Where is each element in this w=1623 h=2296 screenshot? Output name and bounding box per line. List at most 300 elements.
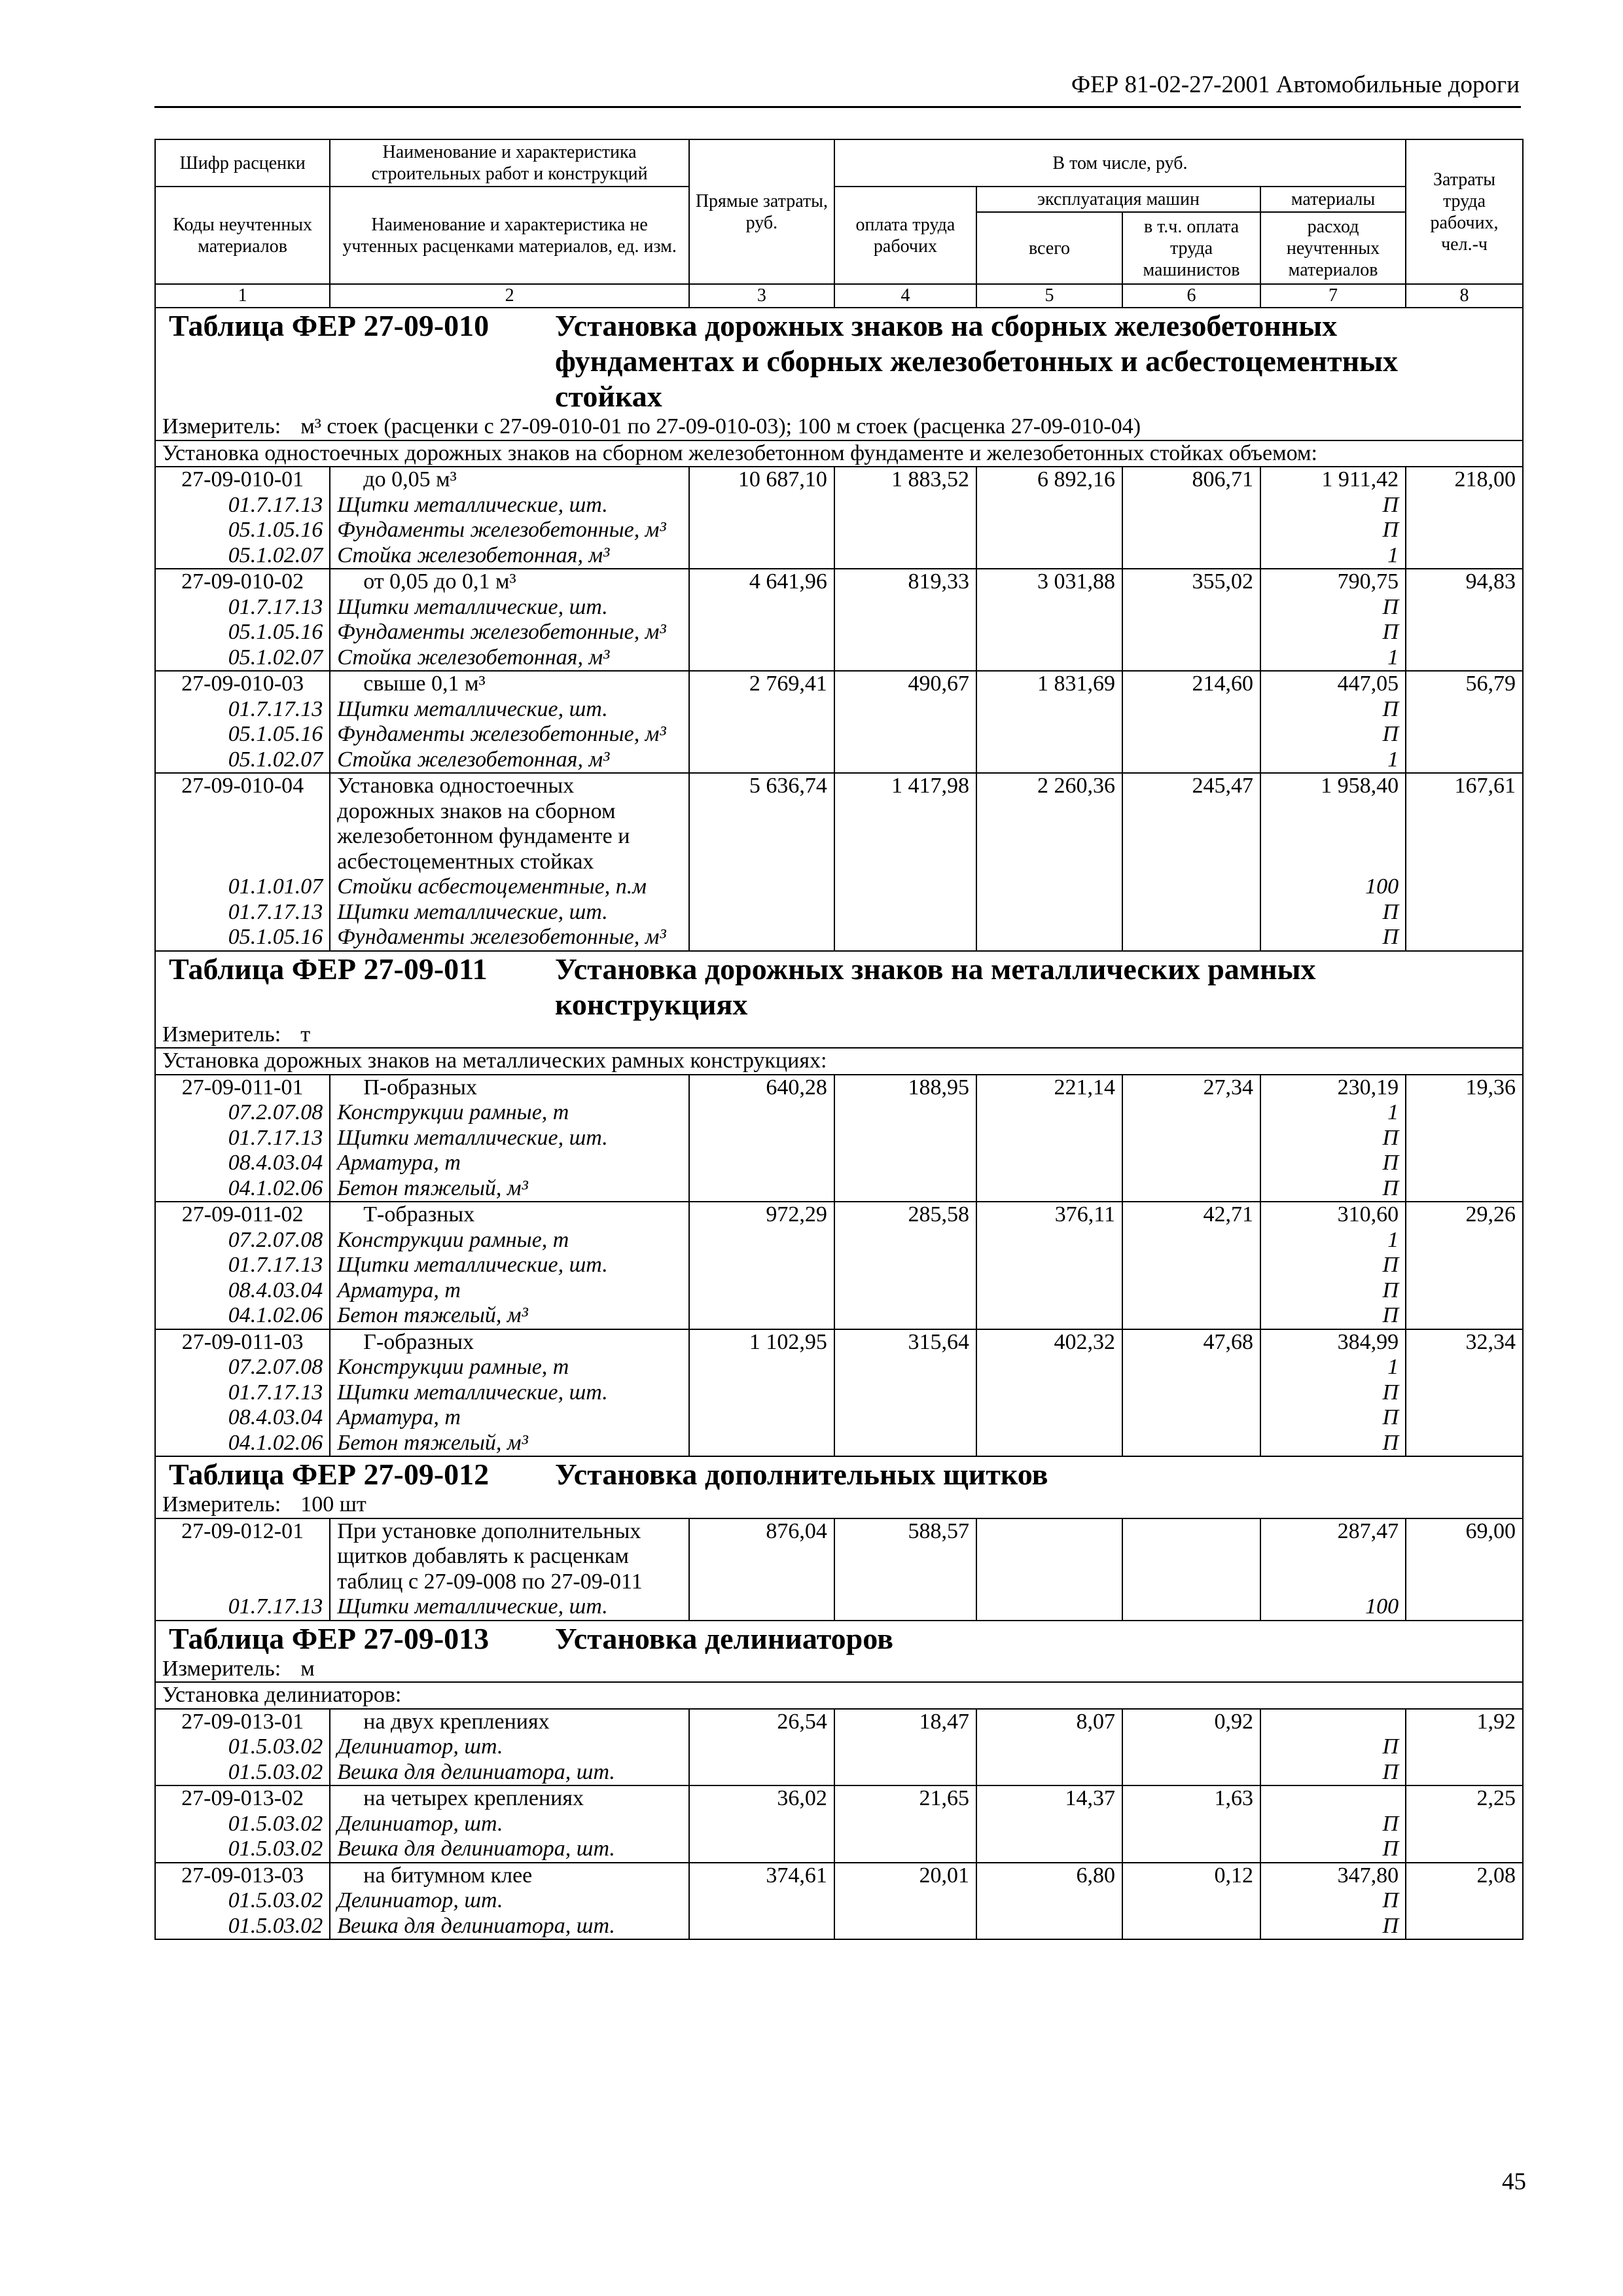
rate-code: 27-09-013-03 (155, 1863, 330, 1889)
rate-row (155, 1202, 1523, 1228)
material-qty: П (1260, 1888, 1406, 1914)
material-code: 05.1.02.07 (155, 747, 330, 774)
value-mat: 790,75 (1260, 569, 1406, 595)
col-direct-header: Прямые затраты, руб. (689, 139, 834, 284)
empty-cell (1122, 1888, 1260, 1914)
rate-row (155, 1329, 1523, 1355)
measure-row (155, 1657, 1523, 1683)
material-name: Вешка для делиниатора, шт. (330, 1914, 689, 1940)
empty-cell (1406, 925, 1523, 951)
rate-code: 27-09-010-02 (155, 569, 330, 595)
value-labor: 29,26 (1406, 1202, 1523, 1228)
table-title (162, 1457, 1516, 1492)
value-mat: 1 911,42 (1260, 467, 1406, 493)
empty-cell (1122, 1303, 1260, 1329)
empty-cell (1122, 1380, 1260, 1406)
empty-cell (976, 1405, 1122, 1431)
value-mach-wage: 355,02 (1122, 569, 1260, 595)
rate-name: Т-образных (330, 1202, 689, 1228)
value-wage: 1 883,52 (834, 467, 976, 493)
empty-cell (834, 874, 976, 900)
empty-cell (1406, 1126, 1523, 1151)
material-code: 01.7.17.13 (155, 493, 330, 518)
material-name: Бетон тяжелый, м³ (330, 1303, 689, 1329)
empty-cell (1122, 925, 1260, 951)
empty-cell (1406, 1431, 1523, 1457)
col-number: 1 (155, 284, 330, 308)
material-qty: П (1260, 1176, 1406, 1202)
empty-cell (834, 1594, 976, 1621)
value-wage: 285,58 (834, 1202, 976, 1228)
empty-cell (976, 1431, 1122, 1457)
value-direct: 876,04 (689, 1518, 834, 1595)
material-name: Стойка железобетонная, м³ (330, 645, 689, 672)
empty-cell (689, 1228, 834, 1253)
value-mach: 376,11 (976, 1202, 1122, 1228)
empty-cell (834, 543, 976, 569)
empty-cell (834, 1303, 976, 1329)
empty-cell (976, 925, 1122, 951)
table-name: Установка дорожных знаков на металлических рамных конструкциях (555, 952, 1316, 1021)
empty-cell (976, 1594, 1122, 1621)
material-row (155, 1303, 1523, 1329)
empty-cell (689, 1405, 834, 1431)
material-name: Щитки металлические, шт. (330, 697, 689, 723)
empty-cell (834, 1100, 976, 1126)
material-row (155, 722, 1523, 747)
value-wage: 21,65 (834, 1785, 976, 1812)
empty-cell (834, 1734, 976, 1760)
rate-name-line: асбестоцементных стойках (337, 849, 594, 874)
material-row (155, 1760, 1523, 1786)
material-qty: П (1260, 1405, 1406, 1431)
empty-cell (976, 874, 1122, 900)
material-qty: П (1260, 722, 1406, 747)
value-direct: 1 102,95 (689, 1329, 834, 1355)
value-wage: 18,47 (834, 1709, 976, 1735)
material-code: 01.7.17.13 (155, 697, 330, 723)
material-qty: 1 (1260, 1355, 1406, 1380)
material-row (155, 620, 1523, 645)
empty-cell (689, 1594, 834, 1621)
material-qty: П (1260, 595, 1406, 620)
value-mach-wage: 1,63 (1122, 1785, 1260, 1812)
measure-cell (155, 414, 1523, 440)
empty-cell (976, 1914, 1122, 1940)
material-row (155, 900, 1523, 925)
material-code: 05.1.05.16 (155, 925, 330, 951)
material-name: Щитки металлические, шт. (330, 493, 689, 518)
empty-cell (834, 1837, 976, 1863)
material-code: 07.2.07.08 (155, 1228, 330, 1253)
rate-name: свыше 0,1 м³ (330, 671, 689, 697)
value-mat: 447,05 (1260, 671, 1406, 697)
empty-cell (976, 697, 1122, 723)
material-code: 07.2.07.08 (155, 1355, 330, 1380)
material-code: 05.1.05.16 (155, 518, 330, 543)
empty-cell (1406, 1278, 1523, 1304)
empty-cell (689, 1151, 834, 1176)
empty-cell (976, 543, 1122, 569)
table-id: Таблица ФЕР 27-09-010 (169, 309, 490, 342)
material-name: Фундаменты железобетонные, м³ (330, 620, 689, 645)
material-name: Арматура, т (330, 1405, 689, 1431)
rate-row (155, 1785, 1523, 1812)
value-mach-wage: 806,71 (1122, 467, 1260, 493)
intro-row (155, 440, 1523, 467)
empty-cell (834, 518, 976, 543)
empty-cell (976, 1176, 1122, 1202)
empty-cell (976, 1837, 1122, 1863)
empty-cell (1406, 1380, 1523, 1406)
material-qty: П (1260, 1812, 1406, 1837)
empty-cell (834, 1888, 976, 1914)
material-name: Щитки металлические, шт. (330, 595, 689, 620)
empty-cell (689, 1888, 834, 1914)
material-qty: 1 (1260, 1100, 1406, 1126)
empty-cell (1122, 1405, 1260, 1431)
material-qty: П (1260, 1837, 1406, 1863)
material-row (155, 493, 1523, 518)
material-row (155, 543, 1523, 569)
rate-row (155, 467, 1523, 493)
material-name: Стойка железобетонная, м³ (330, 543, 689, 569)
empty-cell (689, 747, 834, 774)
intro-text: Установка делиниаторов: (155, 1682, 1523, 1709)
table-id: Таблица ФЕР 27-09-011 (169, 952, 488, 986)
empty-cell (689, 1837, 834, 1863)
value-mach: 2 260,36 (976, 773, 1122, 874)
empty-cell (834, 645, 976, 672)
material-row (155, 1176, 1523, 1202)
rate-name-line: дорожных знаков на сборном (337, 798, 616, 823)
material-code: 05.1.02.07 (155, 543, 330, 569)
empty-cell (689, 697, 834, 723)
empty-cell (976, 1888, 1122, 1914)
empty-cell (1406, 1734, 1523, 1760)
empty-cell (689, 1734, 834, 1760)
col-wage-header: оплата труда рабочих (834, 187, 976, 284)
empty-cell (834, 1278, 976, 1304)
empty-cell (689, 1100, 834, 1126)
empty-cell (1406, 1760, 1523, 1786)
rate-code: 27-09-012-01 (155, 1518, 330, 1595)
rate-name: П-образных (330, 1075, 689, 1101)
value-wage: 188,95 (834, 1075, 976, 1101)
empty-cell (1122, 874, 1260, 900)
col-incl-header: В том числе, руб. (834, 139, 1406, 187)
table-title-row (155, 1456, 1523, 1492)
material-row (155, 925, 1523, 951)
empty-cell (1406, 722, 1523, 747)
empty-cell (1122, 1734, 1260, 1760)
material-code: 05.1.02.07 (155, 645, 330, 672)
col-code-header: Шифр расценки (155, 139, 330, 187)
material-code: 08.4.03.04 (155, 1405, 330, 1431)
empty-cell (976, 620, 1122, 645)
material-name: Щитки металлические, шт. (330, 900, 689, 925)
rate-code: 27-09-010-01 (155, 467, 330, 493)
empty-cell (689, 1914, 834, 1940)
table-title-row (155, 951, 1523, 1022)
value-mach-wage: 0,92 (1122, 1709, 1260, 1735)
empty-cell (834, 1126, 976, 1151)
material-name: Делиниатор, шт. (330, 1888, 689, 1914)
rate-name: Г-образных (330, 1329, 689, 1355)
col-number: 6 (1122, 284, 1260, 308)
col-matcode-header: Коды неучтенных материалов (155, 187, 330, 284)
rate-name-line: Установка одностоечных (337, 774, 575, 798)
material-code: 04.1.02.06 (155, 1176, 330, 1202)
measure-value: м (300, 1656, 315, 1681)
value-direct: 36,02 (689, 1785, 834, 1812)
empty-cell (976, 747, 1122, 774)
empty-cell (689, 722, 834, 747)
material-code: 01.1.01.07 (155, 874, 330, 900)
material-name: Конструкции рамные, т (330, 1228, 689, 1253)
empty-cell (976, 1151, 1122, 1176)
col-labor-header: Затраты труда рабочих, чел.-ч (1406, 139, 1523, 284)
material-row (155, 1126, 1523, 1151)
empty-cell (1122, 1126, 1260, 1151)
table-name: Установка делиниаторов (555, 1621, 893, 1655)
empty-cell (1122, 747, 1260, 774)
table-id: Таблица ФЕР 27-09-013 (169, 1621, 490, 1655)
material-row (155, 1914, 1523, 1940)
rate-row (155, 1075, 1523, 1101)
empty-cell (976, 1278, 1122, 1304)
col-matname-header: Наименование и характеристика не учтенных расценками материалов, ед. изм. (330, 187, 689, 284)
empty-cell (834, 747, 976, 774)
material-code: 05.1.05.16 (155, 620, 330, 645)
material-code: 01.5.03.02 (155, 1734, 330, 1760)
material-qty: 1 (1260, 747, 1406, 774)
empty-cell (1122, 722, 1260, 747)
empty-cell (1406, 518, 1523, 543)
empty-cell (689, 1253, 834, 1278)
empty-cell (834, 697, 976, 723)
material-code: 01.7.17.13 (155, 1594, 330, 1621)
rate-code: 27-09-010-04 (155, 773, 330, 874)
material-code: 01.5.03.02 (155, 1760, 330, 1786)
empty-cell (976, 1228, 1122, 1253)
material-row (155, 697, 1523, 723)
value-mach-wage: 27,34 (1122, 1075, 1260, 1101)
empty-cell (976, 722, 1122, 747)
empty-cell (1122, 1228, 1260, 1253)
empty-cell (1122, 1812, 1260, 1837)
material-qty: П (1260, 1380, 1406, 1406)
material-qty: П (1260, 1278, 1406, 1304)
empty-cell (1406, 1303, 1523, 1329)
material-name: Бетон тяжелый, м³ (330, 1176, 689, 1202)
table-body (155, 308, 1523, 1939)
material-qty: П (1260, 518, 1406, 543)
table-name: Установка дорожных знаков на сборных железобетонных фундаментах и сборных железобетонных и асбестоцементных стойках (555, 309, 1399, 413)
empty-cell (834, 1253, 976, 1278)
empty-cell (834, 493, 976, 518)
value-mat: 384,99 (1260, 1329, 1406, 1355)
material-code: 01.7.17.13 (155, 1126, 330, 1151)
measure-label: Измеритель: (162, 414, 281, 439)
intro-text: Установка дорожных знаков на металлических рамных конструкциях: (155, 1048, 1523, 1075)
material-qty: П (1260, 1914, 1406, 1940)
rate-row (155, 1709, 1523, 1735)
empty-cell (976, 1126, 1122, 1151)
measure-value: т (300, 1022, 311, 1047)
rate-row (155, 1518, 1523, 1595)
empty-cell (689, 1176, 834, 1202)
empty-cell (976, 1760, 1122, 1786)
empty-cell (1406, 1151, 1523, 1176)
empty-cell (834, 1431, 976, 1457)
material-name: Делиниатор, шт. (330, 1812, 689, 1837)
value-mat: 287,47 (1260, 1518, 1406, 1595)
material-qty: П (1260, 1151, 1406, 1176)
price-table (154, 139, 1524, 1940)
empty-cell (834, 1228, 976, 1253)
empty-cell (834, 1380, 976, 1406)
measure-row (155, 1022, 1523, 1049)
material-qty: П (1260, 697, 1406, 723)
material-row (155, 1228, 1523, 1253)
material-name: Конструкции рамные, т (330, 1355, 689, 1380)
material-name: Фундаменты железобетонные, м³ (330, 925, 689, 951)
col-number: 8 (1406, 284, 1523, 308)
material-code: 01.7.17.13 (155, 595, 330, 620)
material-qty: 1 (1260, 543, 1406, 569)
empty-cell (976, 645, 1122, 672)
material-row (155, 1380, 1523, 1406)
empty-cell (689, 1303, 834, 1329)
material-qty: П (1260, 900, 1406, 925)
empty-cell (834, 1914, 976, 1940)
material-name: Щитки металлические, шт. (330, 1126, 689, 1151)
value-mach: 3 031,88 (976, 569, 1122, 595)
material-name: Фундаменты железобетонные, м³ (330, 722, 689, 747)
empty-cell (689, 620, 834, 645)
value-labor: 69,00 (1406, 1518, 1523, 1595)
empty-cell (1122, 1914, 1260, 1940)
value-wage: 819,33 (834, 569, 976, 595)
value-mach-wage: 0,12 (1122, 1863, 1260, 1889)
measure-label: Измеритель: (162, 1656, 281, 1681)
value-mach: 8,07 (976, 1709, 1122, 1735)
material-row (155, 518, 1523, 543)
value-mat (1260, 1709, 1406, 1735)
rate-name (330, 1518, 689, 1595)
rate-row (155, 1863, 1523, 1889)
empty-cell (1122, 493, 1260, 518)
col-number: 2 (330, 284, 689, 308)
page-number: 45 (1502, 2168, 1526, 2195)
col-materials-sub-header: расход неучтенных материалов (1260, 212, 1406, 284)
empty-cell (1406, 595, 1523, 620)
material-name: Арматура, т (330, 1278, 689, 1304)
material-name: Вешка для делиниатора, шт. (330, 1837, 689, 1863)
empty-cell (1122, 900, 1260, 925)
material-qty: 1 (1260, 645, 1406, 672)
col-machines-total-header: всего (976, 212, 1122, 284)
material-code: 05.1.05.16 (155, 722, 330, 747)
empty-cell (1406, 1176, 1523, 1202)
col-number: 4 (834, 284, 976, 308)
table-title-row (155, 308, 1523, 414)
empty-cell (689, 925, 834, 951)
empty-cell (976, 900, 1122, 925)
col-materials-header: материалы (1260, 187, 1406, 212)
material-row (155, 1405, 1523, 1431)
empty-cell (689, 1760, 834, 1786)
value-direct: 10 687,10 (689, 467, 834, 493)
material-name: Щитки металлические, шт. (330, 1253, 689, 1278)
rate-name-line: щитков добавлять к расценкам (337, 1544, 629, 1568)
empty-cell (1406, 1888, 1523, 1914)
value-labor: 1,92 (1406, 1709, 1523, 1735)
empty-cell (1406, 1253, 1523, 1278)
intro-text: Установка одностоечных дорожных знаков на сборном железобетонном фундаменте и железобетонных стойках объемом: (155, 440, 1523, 467)
value-direct: 374,61 (689, 1863, 834, 1889)
rate-row (155, 569, 1523, 595)
material-qty: П (1260, 1253, 1406, 1278)
rate-name-line: таблиц с 27-09-008 по 27-09-011 (337, 1569, 643, 1594)
value-mat: 347,80 (1260, 1863, 1406, 1889)
empty-cell (1122, 1837, 1260, 1863)
material-name: Стойка железобетонная, м³ (330, 747, 689, 774)
empty-cell (834, 620, 976, 645)
material-code: 08.4.03.04 (155, 1151, 330, 1176)
material-row (155, 1151, 1523, 1176)
value-mach: 6 892,16 (976, 467, 1122, 493)
material-qty: П (1260, 1303, 1406, 1329)
rate-row (155, 773, 1523, 874)
material-code: 07.2.07.08 (155, 1100, 330, 1126)
rate-name: на четырех креплениях (330, 1785, 689, 1812)
material-name: Щитки металлические, шт. (330, 1380, 689, 1406)
value-mach-wage: 245,47 (1122, 773, 1260, 874)
rate-code: 27-09-010-03 (155, 671, 330, 697)
empty-cell (1122, 1253, 1260, 1278)
value-labor: 32,34 (1406, 1329, 1523, 1355)
material-row (155, 1888, 1523, 1914)
material-name: Делиниатор, шт. (330, 1734, 689, 1760)
value-direct: 972,29 (689, 1202, 834, 1228)
material-qty: 100 (1260, 874, 1406, 900)
measure-row (155, 414, 1523, 440)
material-row (155, 1100, 1523, 1126)
empty-cell (1406, 543, 1523, 569)
material-code: 01.5.03.02 (155, 1888, 330, 1914)
material-row (155, 1812, 1523, 1837)
value-mach-wage: 214,60 (1122, 671, 1260, 697)
material-qty: П (1260, 1734, 1406, 1760)
empty-cell (1122, 1151, 1260, 1176)
empty-cell (1122, 1760, 1260, 1786)
value-mat (1260, 1785, 1406, 1812)
empty-cell (1406, 1914, 1523, 1940)
material-row (155, 1278, 1523, 1304)
empty-cell (976, 1380, 1122, 1406)
empty-cell (834, 1176, 976, 1202)
table-title (162, 952, 1516, 1022)
empty-cell (1406, 1837, 1523, 1863)
material-code: 01.7.17.13 (155, 1380, 330, 1406)
rate-code: 27-09-013-02 (155, 1785, 330, 1812)
empty-cell (976, 1253, 1122, 1278)
rate-name (330, 773, 689, 874)
rate-code: 27-09-011-02 (155, 1202, 330, 1228)
rate-name: на битумном клее (330, 1863, 689, 1889)
